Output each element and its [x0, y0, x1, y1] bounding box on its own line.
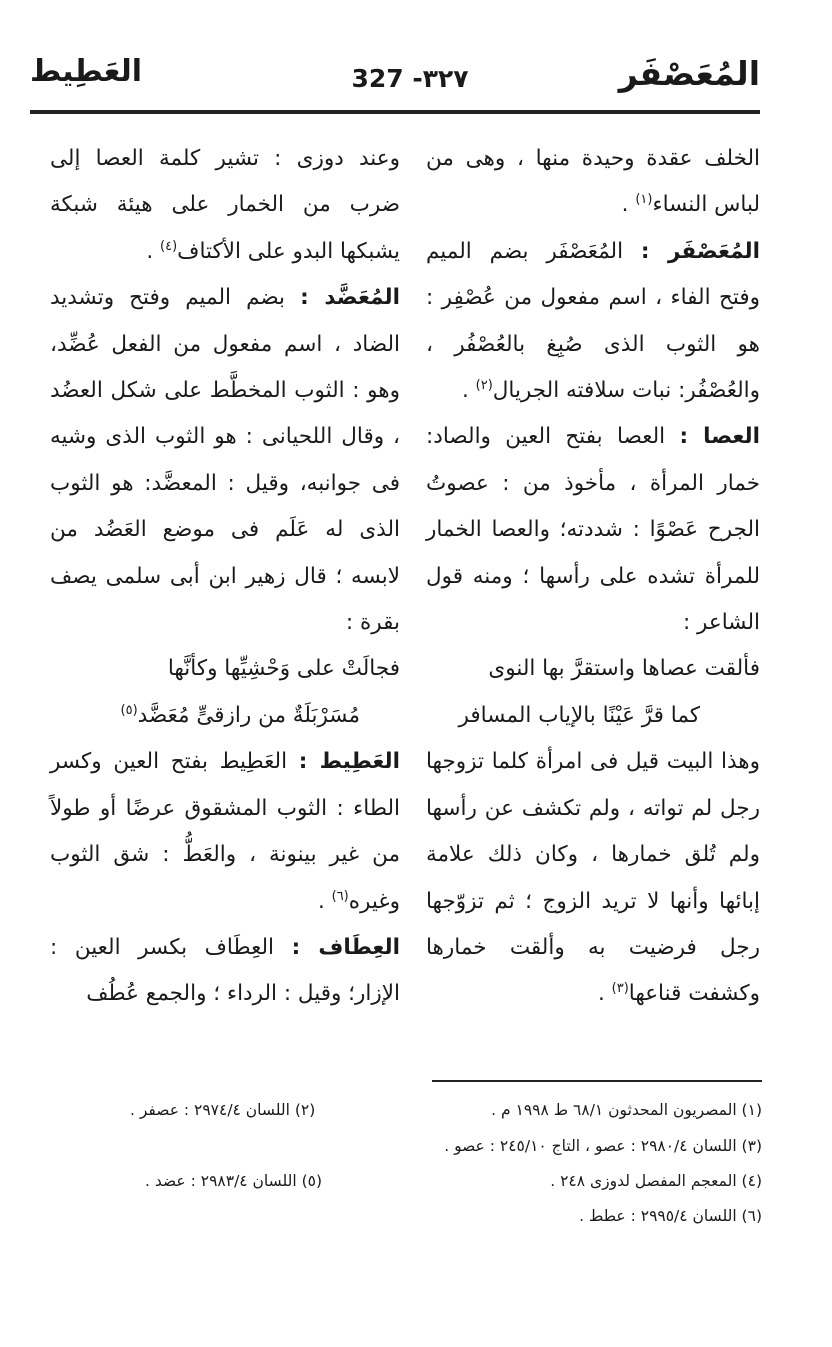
entry-term: المُعَصْفَر : [640, 238, 760, 264]
entry-term: المُعَضَّد : [300, 285, 400, 311]
footnote-ref: (٤) [160, 238, 178, 254]
footnote-4: (٤) المعجم المفصل لدوزى ٢٤٨ . [550, 1172, 762, 1190]
poem-verse: فجالَتْ على وَحْشِيِّها وكأنَّها مُسَرْبَلَةٌ من رازقىٍّ مُعَضَّد$^{(٥)}$ [120, 656, 400, 728]
entry-atit: العَطِيط : العَطِيط بفتح العين وكسر الطاء : الثوب المشقوق عرضًا أو طولاً من غير بينونة ، والعَطُّ : شق الثوب وغيره$^{(٦)}$ . [50, 749, 400, 914]
entry-muasfar: المُعَصْفَر : المُعَصْفَر بضم الميم وفتح الفاء ، اسم مفعول من عُصْفِر : هو الثوب الذى صُبِغ بالعُصْفُر ، والعُصْفُر: نبات سلافته الجريال$^{(٢)}$ . [426, 238, 760, 404]
header-right-term: المُعَصْفَر [618, 54, 760, 93]
page-number: 327 -٣٢٧ [351, 64, 469, 93]
footnote-2: (٢) اللسان ٢٩٧٤/٤ : عصفر . [130, 1101, 316, 1119]
entry-muaddad: المُعَضَّد : بضم الميم وفتح وتشديد الضاد ، اسم مفعول من الفعل عُضِّد، وهو : الثوب المخطَّط على شكل العضُد ، وقال اللحيانى : هو الثوب الذى وشيه فى جوانبه، وقيل : المعضَّد: هو الثوب الذى له عَلَم فى موضع العَضُد من لابسه ؛ قال زهير ابن أبى سلمى يصف بقرة : [50, 285, 400, 636]
entry-asa: العصا : العصا بفتح العين والصاد: خمار المرأة ، مأخوذ من : عصوتُ الجرح عَصْوًا : شددته؛ والعصا الخمار للمرأة تشده على رأسها ؛ ومنه قول الشاعر : [426, 424, 760, 636]
footnote-rule [432, 1080, 762, 1082]
right-column [426, 136, 760, 1018]
header-left-term: العَطِيط [30, 54, 143, 89]
entry-asa-explanation: وهذا البيت قيل فى امرأة كلما تزوجها رجل لم تواته ، ولم تكشف عن رأسها ولم تُلق خمارها ، وكان ذلك علامة إبائها وأنها لا تريد الزوج ؛ ثم تزوّجها رجل فرضيت به وألقت خمارها وكشفت قناعها$^{(٣)}$ . [426, 749, 760, 1007]
footnote-ref: (٢) [475, 377, 493, 393]
footnote-3: (٣) اللسان ٢٩٨٠/٤ : عصو ، التاج ٢٤٥/١٠ : عصو . [444, 1137, 762, 1155]
footnote-ref: (٥) [120, 702, 138, 718]
footnote-1: (١) المصريون المحدثون ٦٨/١ ط ١٩٩٨ م . [491, 1101, 762, 1119]
footnote-5: (٥) اللسان ٢٩٨٣/٤ : عضد . [145, 1172, 323, 1190]
page-header [30, 52, 760, 112]
footnote-ref: (١) [635, 192, 653, 208]
left-column [50, 136, 400, 1018]
footnote-ref: (٦) [331, 888, 349, 904]
footnote-ref: (٣) [611, 981, 629, 997]
entry-continuation: الخلف عقدة وحيدة منها ، وهى من لباس النساء$^{(١)}$ . [426, 146, 760, 218]
entry-term: العصا : [679, 424, 760, 450]
entry-term: العَطِيط : [298, 749, 400, 775]
poem-verse: فألقت عصاها واستقرَّ بها النوى كما قرَّ عَيْنًا بالإياب المسافر [458, 656, 760, 728]
entry-dozy-note: وعند دوزى : تشير كلمة العصا إلى ضرب من الخمار على هيئة شبكة يشبكها البدو على الأكتاف$^{(٤)}$ . [50, 146, 400, 264]
header-rule [30, 110, 760, 114]
entry-itaf: العِطَاف : العِطَاف بكسر العين : الإزار؛ وقيل : الرداء ؛ والجمع عُطُف [50, 934, 400, 1007]
footnote-6: (٦) اللسان ٢٩٩٥/٤ : عطط . [579, 1207, 762, 1225]
entry-term: العِطَاف : [291, 934, 400, 960]
